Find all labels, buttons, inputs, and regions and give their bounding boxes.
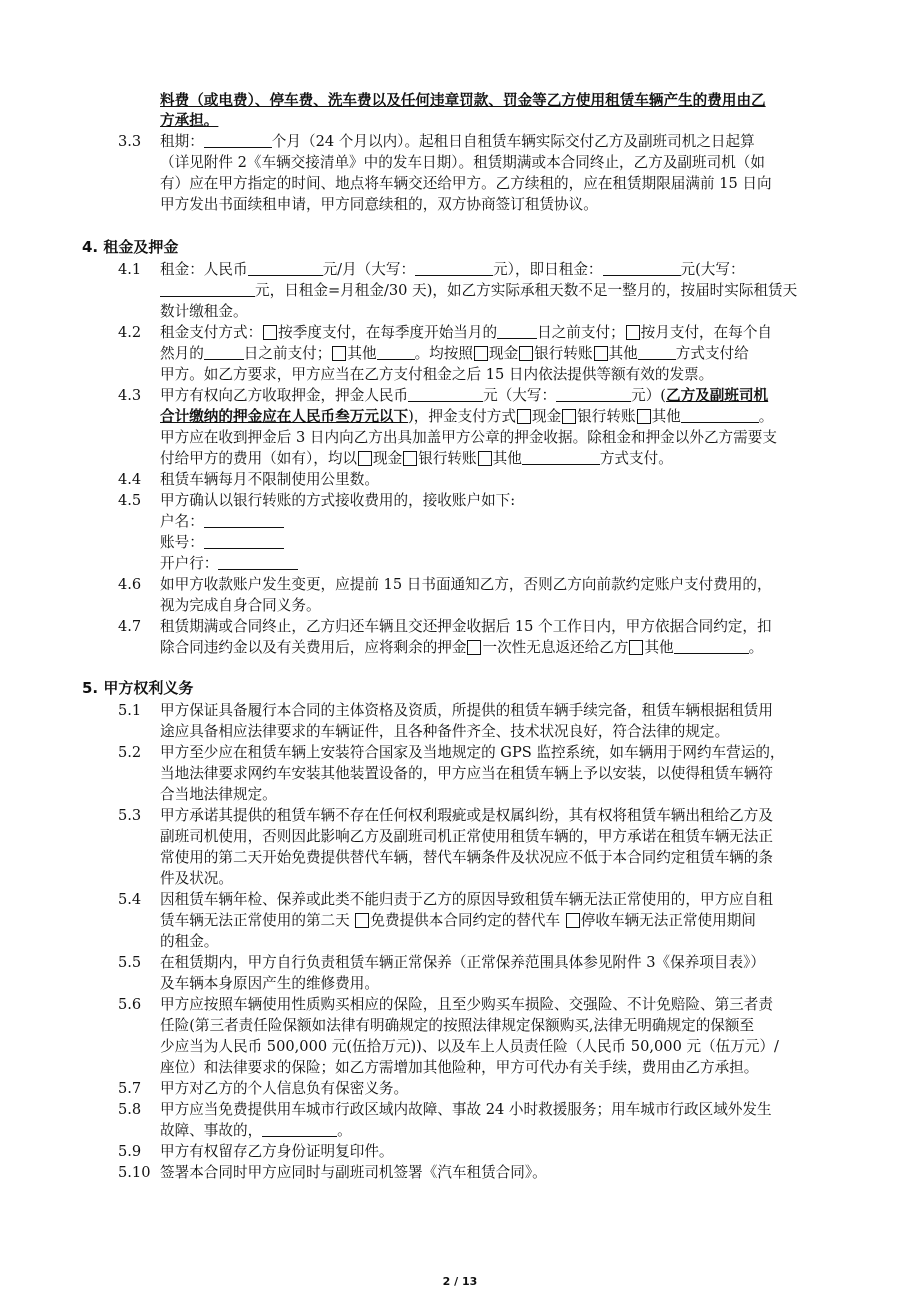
- carryover-line-1: 料费（或电费）、停车费、洗车费以及任何违章罚款、罚金等乙方使用租赁车辆产生的费用由乙: [160, 92, 766, 109]
- clause-4-7-line-2: 除合同违约金以及有关费用后，应将剩余的押金 一次性无息返还给乙方 其他 。: [160, 639, 764, 656]
- clause-5-6-line-3: 少应当为人民币 500,000 元(伍拾万元))、以及车上人员责任险（人民币 50,000 元（伍万元）/: [160, 1038, 779, 1055]
- clause-5-1-line-1: 甲方保证具备履行本合同的主体资格及资质，所提供的租赁车辆手续完备，租赁车辆根据租赁用: [160, 702, 773, 719]
- section-4-heading: 4. 租金及押金: [82, 238, 179, 256]
- clause-5-4-line-1: 因租赁车辆年检、保养或此类不能归责于乙方的原因导致租赁车辆无法正常使用的，甲方应自租: [160, 891, 773, 908]
- clause-5-3-line-1: 甲方承诺其提供的租赁车辆不存在任何权利瑕疵或是权属纠纷，其有权将租赁车辆出租给乙方及: [160, 807, 773, 824]
- monthly-pay-checkbox[interactable]: [626, 325, 640, 340]
- clause-4-4-line-1: 租赁车辆每月不限制使用公里数。: [160, 471, 379, 488]
- account-number-blank[interactable]: [204, 533, 284, 549]
- deposit-other-blank[interactable]: [681, 407, 759, 423]
- clause-number: 5.4: [118, 891, 142, 908]
- deposit-cash-checkbox[interactable]: [517, 409, 531, 424]
- clause-number: 5.3: [118, 807, 142, 824]
- clause-5-3-line-2: 副班司机使用，否则因此影响乙方及副班司机正常使用租赁车辆的，甲方承诺在租赁车辆无法正: [160, 828, 773, 845]
- clause-5-2-line-1: 甲方至少应在租赁车辆上安装符合国家及当地规定的 GPS 监控系统，如车辆用于网约车营运的，: [160, 744, 785, 761]
- clause-number: 4.1: [118, 261, 142, 278]
- bank-transfer-checkbox[interactable]: [519, 346, 533, 361]
- clause-4-2-line-3: 甲方。如乙方要求，甲方应当在乙方支付租金之后 15 日内依法提供等额有效的发票。: [160, 366, 714, 383]
- clause-5-5-line-1: 在租赁期内，甲方自行负责租赁车辆正常保养（正常保养范围具体参见附件 3《保养项目表》）: [160, 954, 765, 971]
- clause-3-3-line-1: 租期： 个月（24 个月以内）。起租日自租赁车辆实际交付乙方及副班司机之日起算: [160, 133, 755, 150]
- clause-number: 4.3: [118, 387, 142, 404]
- outside-rescue-blank[interactable]: [262, 1121, 337, 1137]
- clause-number: 5.7: [118, 1080, 142, 1097]
- clause-4-7-line-1: 租赁期满或合同终止，乙方归还车辆且交还押金收据后 15 个工作日内，甲方依据合同约定，扣: [160, 618, 772, 635]
- cash-checkbox[interactable]: [474, 346, 488, 361]
- account-name-blank[interactable]: [204, 512, 284, 528]
- clause-number: 5.10: [118, 1164, 151, 1181]
- section-5-heading: 5. 甲方权利义务: [82, 679, 194, 697]
- clause-3-3-line-2: （详见附件 2《车辆交接清单》中的发车日期）。租赁期满或本合同终止，乙方及副班司机（如: [160, 154, 765, 171]
- clause-number: 4.6: [118, 576, 142, 593]
- clause-4-6-line-1: 如甲方收款账户发生变更，应提前 15 日书面通知乙方，否则乙方向前款约定账户支付费用的，: [160, 576, 772, 593]
- monthly-rent-blank[interactable]: [248, 260, 323, 276]
- clause-5-5-line-2: 及车辆本身原因产生的维修费用。: [160, 975, 379, 992]
- clause-5-6-line-4: 座位）和法律要求的保险；如乙方需增加其他险种，甲方可代办有关手续，费用由乙方承担。: [160, 1059, 759, 1076]
- monthly-rent-words-blank[interactable]: [415, 260, 493, 276]
- account-number-row: 账号：: [160, 532, 840, 553]
- clause-4-1-line-1: 租金：人民币 元/月（大写： 元），即日租金： 元(大写：: [160, 261, 745, 278]
- clause-number: 5.2: [118, 744, 142, 761]
- clause-4-2-line-2: 然月的 日之前支付； 其他 。均按照 现金 银行转账 其他 方式支付给: [160, 345, 749, 362]
- clause-number: 5.8: [118, 1101, 142, 1118]
- clause-4-5-line-1: 甲方确认以银行转账的方式接收费用的，接收账户如下:: [160, 492, 516, 509]
- clause-number: 4.7: [118, 618, 142, 635]
- other-pay-checkbox[interactable]: [332, 346, 346, 361]
- clause-number: 5.9: [118, 1143, 142, 1160]
- clause-4-3-line-4: 付给甲方的费用（如有），均以 现金 银行转账 其他 方式支付。: [160, 450, 673, 467]
- clause-5-10-line-1: 签署本合同时甲方应同时与副班司机签署《汽车租赁合同》。: [160, 1164, 547, 1181]
- clause-4-6-line-2: 视为完成自身合同义务。: [160, 597, 321, 614]
- clause-4-1-line-2: 元，日租金=月租金/30 天)，如乙方实际承租天数不足一整月的，按届时实际租赁天: [160, 280, 840, 301]
- clause-5-9-line-1: 甲方有权留存乙方身份证明复印件。: [160, 1143, 394, 1160]
- refund-lump-sum-checkbox[interactable]: [467, 640, 481, 655]
- clause-4-2-line-1: 租金支付方式： 按季度支付，在每季度开始当月的 日之前支付； 按月支付，在每个自: [160, 324, 773, 341]
- clause-number: 5.1: [118, 702, 142, 719]
- carryover-line-2: 方承担。: [160, 112, 219, 129]
- bank-name-blank[interactable]: [218, 554, 298, 570]
- clause-4-3-line-2: 合计缴纳的押金应在人民币叁万元以下)，押金支付方式 现金 银行转账 其他 。: [160, 408, 774, 425]
- clause-number: 4.5: [118, 492, 142, 509]
- clause-5-8-line-1: 甲方应当免费提供用车城市行政区域内故障、事故 24 小时救援服务；用车城市行政区域外发生: [160, 1101, 772, 1118]
- quarterly-pay-checkbox[interactable]: [263, 325, 277, 340]
- quarter-day-blank[interactable]: [497, 323, 537, 339]
- clause-4-3-line-3: 甲方应在收到押金后 3 日内向乙方出具加盖甲方公章的押金收据。除租金和押金以外乙方需要支: [160, 429, 777, 446]
- clause-5-6-line-1: 甲方应按照车辆使用性质购买相应的保险，且至少购买车损险、交强险、不计免赔险、第三者责: [160, 996, 773, 1013]
- clause-4-3-line-1: 甲方有权向乙方收取押金，押金人民币 元（大写： 元）(乙方及副班司机: [160, 387, 769, 404]
- fee-cash-checkbox[interactable]: [358, 451, 372, 466]
- account-name-row: 户名：: [160, 511, 840, 532]
- clause-number: 5.5: [118, 954, 142, 971]
- clause-5-8-line-2: 故障、事故的， 。: [160, 1122, 352, 1139]
- clause-5-4-line-2: 赁车辆无法正常使用的第二天 免费提供本合同约定的替代车 停收车辆无法正常使用期间: [160, 912, 756, 929]
- bank-name-row: 开户行：: [160, 553, 840, 574]
- replacement-car-checkbox[interactable]: [355, 913, 369, 928]
- deposit-other-checkbox[interactable]: [637, 409, 651, 424]
- fee-other-checkbox[interactable]: [478, 451, 492, 466]
- clause-3-3-line-3: 有）应在甲方指定的时间、地点将车辆交还给甲方。乙方续租的，应在租赁期限届满前 15 日向: [160, 175, 772, 192]
- other-method-blank[interactable]: [638, 344, 676, 360]
- fee-other-blank[interactable]: [522, 449, 600, 465]
- clause-5-3-line-4: 件及状况。: [160, 870, 233, 887]
- refund-other-blank[interactable]: [674, 638, 749, 654]
- clause-number: 4.2: [118, 324, 142, 341]
- daily-rent-words-blank[interactable]: [160, 281, 255, 297]
- refund-other-checkbox[interactable]: [629, 640, 643, 655]
- clause-5-2-line-3: 合当地法律规定。: [160, 786, 277, 803]
- daily-rent-blank[interactable]: [603, 260, 681, 276]
- other-method-checkbox[interactable]: [594, 346, 608, 361]
- clause-5-7-line-1: 甲方对乙方的个人信息负有保密义务。: [160, 1080, 409, 1097]
- page-number: 2 / 13: [442, 1275, 478, 1288]
- deposit-words-blank[interactable]: [556, 386, 631, 402]
- lease-months-blank[interactable]: [204, 132, 272, 148]
- clause-number: 4.4: [118, 471, 142, 488]
- clause-3-3-line-4: 甲方发出书面续租申请，甲方同意续租的，双方协商签订租赁协议。: [160, 196, 598, 213]
- clause-5-2-line-2: 当地法律要求网约车安装其他装置设备的，甲方应当在租赁车辆上予以安装，以使得租赁车辆符: [160, 765, 773, 782]
- stop-rent-checkbox[interactable]: [566, 913, 580, 928]
- deposit-amount-blank[interactable]: [408, 386, 483, 402]
- clause-5-3-line-3: 常使用的第二天开始免费提供替代车辆，替代车辆条件及状况应不低于本合同约定租赁车辆的条: [160, 849, 773, 866]
- clause-5-4-line-3: 的租金。: [160, 933, 219, 950]
- clause-5-1-line-2: 途应具备相应法律要求的车辆证件，且各种备件齐全、技术状况良好，符合法律的规定。: [160, 723, 730, 740]
- month-day-blank[interactable]: [204, 344, 244, 360]
- clause-number: 3.3: [118, 133, 142, 150]
- other-pay-blank[interactable]: [377, 344, 415, 360]
- clause-4-1-line-3: 数计缴租金。: [160, 303, 248, 320]
- clause-number: 5.6: [118, 996, 142, 1013]
- deposit-bank-checkbox[interactable]: [562, 409, 576, 424]
- clause-5-6-line-2: 任险(第三者责任险保额如法律有明确规定的按照法律规定保额购买,法律无明确规定的保额至: [160, 1017, 755, 1034]
- fee-bank-checkbox[interactable]: [403, 451, 417, 466]
